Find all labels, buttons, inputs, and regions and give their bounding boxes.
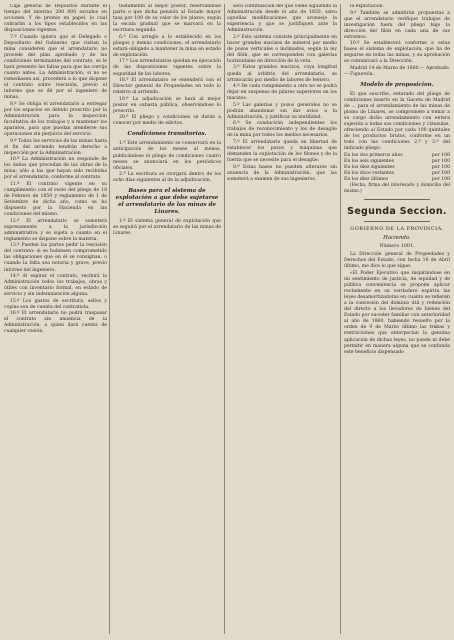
column-rule: [340, 4, 341, 634]
table-cell-label: En los dos primeros años: [344, 153, 403, 159]
table-cell-label: En los diez últimos: [344, 177, 389, 183]
paragraph: Caja general de Depósitos durante el tiempo del interino 200 000 escudos en acciones. Y de premio en papel, lo cual cobrarán a los tipos establecidos en las disposiciones vigentes.: [4, 4, 107, 34]
model-paragraph: El que suscribe, enterado del pliego de condiciones inserto en la Gaceta de Madrid de ... para el arrendamiento de las minas de plomo de Linares, se compromete a tomar a su cargo dicho arrendamiento con entera sujeción a todas sus condiciones y cláusulas, ofreciendo al Estado por cada 100 quintales de los productos brutos, conforme en un todo con las condiciones 2.ª y 3.ª del indicado pliego:: [344, 92, 450, 152]
paragraph: 4.º De cada rompimiento a otro no se podrá dejar en suspenso de pilares superiores en los macizos.: [227, 84, 337, 102]
column-rule: [109, 4, 110, 634]
paragraph: 8.º Se obliga el arrendatario a entregar por los espacios en debido prescrito por la Administración para la inspección facultativa de los trabajos y a mantener los aparatos, para que puedan atenderse sus operaciones sin perjuicio del servicio.: [4, 101, 107, 137]
table-cell-label: En los seis siguientes: [344, 159, 394, 165]
signature-line: Madrid 14 de Marzo de 1860.— Aprobado.— Figuerola.: [344, 65, 450, 78]
paragraph: 16.º El arrendatario no podrá traspasar el contrato sin anuencia de la Administración, a quien dará cuenta de cualquier cesión.: [4, 311, 107, 335]
signature-note: (Fecha, firma del interesado y domicilio del mismo.): [344, 183, 450, 195]
paragraph: 9.º Todos los servicios de las minas hasta el fin del arriendo tendrán derecho a inspección por la Administración.: [4, 138, 107, 156]
paragraph: 5.º Las galerías y pozos generales no se podrán abandonar sin dar aviso a la Administración, y justificar su inutilidad.: [227, 102, 337, 120]
paragraph: 12.º El arrendatario se someterá expresamente a la jurisdicción administrativa y se sujeta a cuanto en el reglamento se dispone sobre la materia.: [4, 218, 107, 242]
table-cell-value: por 100: [431, 159, 450, 165]
government-heading: GOBIERNO DE LA PROVINCIA.: [350, 225, 444, 232]
paragraph: 3.º Estos grandes macizos, cuya longitud queda al arbitrio del arrendatario, se arrancarán por medio de labores de testero.: [227, 65, 337, 83]
paragraph: 10.º La Administración no responde de los daños que procedan de las obras de la mina; sólo a las que hayan sido recibidas por el arrendatario, conforme al contrato.: [4, 157, 107, 181]
paragraph: 6.º Se conducirán independientes los trabajos de reconocimiento y los de desagüe de la mina por todos los medios necesarios.: [227, 121, 337, 139]
paragraph: 13.º Pueden las partes pedir la rescisión del contrato: si se hubiesen comprometido las obligaciones que en él se consignan, o cuando la falta sea notoria y grave, previo informe del ingeniero.: [4, 243, 107, 273]
column-3: [227, 4, 337, 634]
paragraph: 14.º Al espirar el contrato, recibirá la Administración todos los trabajos, obras y útiles con inventario formal, en estado de servicio y sin indemnización alguna.: [4, 274, 107, 298]
column-rule: [224, 4, 225, 634]
paragraph: 20.ª El pliego y condiciones se darán a conocer por medio de edictos.: [113, 115, 221, 127]
paragraph: 18.ª El arrendatario se entenderá con el Director general de Propiedades en todo lo relativo al arriendo.: [113, 78, 221, 96]
paragraph: 8.º Estas bases no pueden alterarse sin anuencia de la Administración, que las someterá a examen de sus ingenieros.: [227, 164, 337, 182]
paragraph: 19.ª La adjudicación se hará al mejor postor en subasta pública, observándose lo prescrito.: [113, 96, 221, 114]
paragraph: 6.ª Con arreglo a lo establecido en los pliegos y demás condiciones, el arrendatario estará obligado a mantener la mina en estado de explotación.: [113, 34, 221, 58]
table-cell-value: por 100: [431, 153, 450, 159]
column-1: [4, 4, 107, 634]
hacienda-heading: Hacienda.: [383, 234, 411, 241]
paragraph: 1.º El sistema general de explotación que se seguirá por el arrendatario de las minas de Linares: [113, 219, 221, 237]
paragraph: 15.º Los gastos de escritura, sellos y copias son de cuenta del contratista.: [4, 298, 107, 310]
paragraph: 1.ª Este arrendamiento se conservará en la anticipación de los meses al menos, publicándose el pliego de condiciones cuatro meses se anunciará en los periódicos oficiales.: [113, 141, 221, 171]
table-cell-value: por 100: [431, 177, 450, 183]
paragraph: 7.º El arrendatario queda en libertad de establecer los pozos y máquinas que demanden la explotación de los filones y de la fuerza que se necesite para el desagüe.: [227, 140, 337, 164]
paragraph: «El Poder Ejecutivo que inspirándose en un sentimiento de justicia, de equidad y de pública conveniencia se propone aplicar rectamente en su verdadero espíritu las leyes desamortizadoras en cuanto se refieren a la concesión del dominio útil y redención del directo a los llevadores de bienes del Estado por suceder familiar con anterioridad al año de 1860, habiendo resuelto por la orden de 9 de Marzo último las trabas y restricciones que entorpecían la genuina aplicación de dichas leyes, no puede ni debe permitir en manera alguna que se confunda este beneficio dispensado: [344, 271, 450, 355]
paragraph: 10.º Se establecerá conforme a estas bases el sistema de explotación, que ha de seguirse en todas las minas, y su aprobación se comunicará a la Dirección.: [344, 41, 450, 65]
divider: [364, 199, 430, 200]
paragraph: 17.ª Los arrendatarios quedan en ejecución de las disposiciones vigentes sobre la seguridad de las labores.: [113, 59, 221, 77]
divider: [364, 221, 430, 222]
paragraph: la explotación.: [350, 4, 384, 9]
column-4: [344, 4, 450, 634]
paragraph: 9.º También se admitirán propuestas a que el arrendatario verifique trabajos de investigación fuera del pliego bajo la dirección del filón en cada una de sus extremos.: [344, 10, 450, 40]
paragraph: La Dirección general de Propiedades y Derechos del Estado, con fecha 18 de Abril último, me dice lo que sigue:: [344, 252, 450, 270]
table-cell-label: En los doce restantes: [344, 171, 395, 177]
number-heading: Número 1001.: [379, 243, 415, 249]
section-heading: Condiciones transitorias.: [127, 131, 207, 138]
paragraph: 11.º El contrato vigente en su cumplimiento con el resto del pliego de 18 de Febrero de 1859 y reglamento de 1 de Setiembre de dicho año, como se ha dispuesto por la Hacienda en las condiciones del mismo.: [4, 181, 107, 218]
paragraph: 7.º Cuando quiera que el Delegado o Depositario del Gobierno que visitan la mina consideren que el arrendatario no procede del plan aprobado y de las condiciones terminantes del contrato, se le hará presente las faltas para que las corrija cuanto antes. La Administración, si no se remediasen así, procederá a lo que dispone el contrato sobre rescisión, previo el informe que se dé por el ingeniero de minas.: [4, 34, 107, 101]
paragraph: 2.ª La escritura se otorgará dentro de los ocho días siguientes al de la adjudicación.: [113, 172, 221, 184]
section-title: Segunda Seccion.: [347, 205, 447, 217]
paragraph: será continuación del que viene siguiendo la Administración desde el año de 1850, salvo aquellas modificaciones que aconseje la experiencia y que se justifiquen ante la Administración.: [227, 4, 337, 34]
table-cell-label: En los diez siguientes: [344, 165, 395, 171]
paragraph: testamento al mejor postor, reservándose parte o que dicha pensión al Estado mayor tasa por 100 de su valor de los plazos, según la escala gradual que se marcará en la escritura segunda.: [113, 4, 221, 34]
rates-table: [344, 153, 450, 183]
section-heading: Modelo de proposicion.: [360, 82, 434, 89]
column-2: [113, 4, 221, 634]
section-heading: Bases para el sistema de explotación a que debe sujetarse el arrendatario de las minas de Linares.: [115, 188, 219, 216]
table-cell-value: por 100: [431, 165, 450, 171]
paragraph: 2.º Este sistema consiste principalmente en hacer grandes macizos de mineral por medio de pozos verticales o inclinados, según la ley del filón, que se corresponden con galerías horizontales en dirección de la veta.: [227, 34, 337, 64]
table-cell-value: por 100: [431, 171, 450, 177]
